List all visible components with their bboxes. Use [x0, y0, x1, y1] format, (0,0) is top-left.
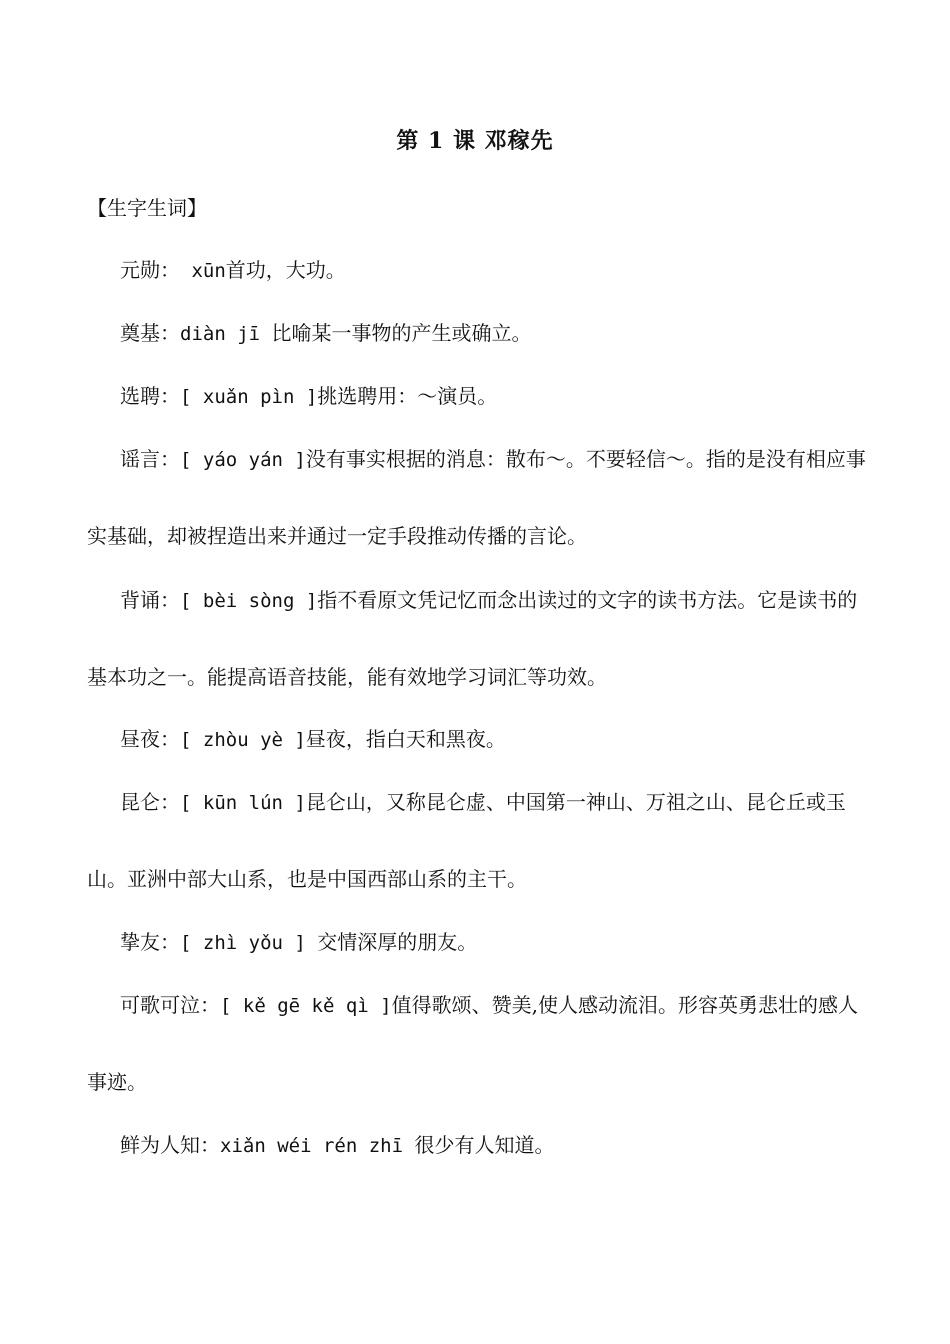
vocab-definition: 昆仑山，又称昆仑虚、中国第一神山、万祖之山、昆仑丘或玉山。亚洲中部大山系，也是中国西部山系的主干。 — [87, 790, 846, 891]
vocab-definition: 值得歌颂、赞美,使人感动流泪。形容英勇悲壮的感人事迹。 — [87, 993, 858, 1094]
vocab-pinyin: [ yáo yán ] — [180, 449, 306, 471]
vocab-term: 背诵： — [120, 588, 180, 612]
vocab-term: 谣言： — [120, 447, 180, 471]
vocab-definition: 很少有人知道。 — [414, 1133, 555, 1157]
vocab-definition: 交情深厚的朋友。 — [317, 930, 478, 954]
vocab-term: 元勋： — [120, 258, 180, 282]
vocab-definition: 指不看原文凭记忆而念出读过的文字的读书方法。它是读书的基本功之一。能提高语音技能，能有效地学习词汇等功效。 — [87, 588, 858, 689]
vocab-entry — [87, 1107, 867, 1184]
vocab-entry — [87, 967, 867, 1120]
vocab-entry — [87, 764, 867, 917]
vocab-term: 选聘： — [120, 384, 180, 408]
section-heading: 【生字生词】 — [87, 196, 207, 220]
vocab-pinyin: [ kě gē kě qì ] — [220, 995, 392, 1017]
vocab-term: 昼夜： — [120, 727, 180, 751]
vocab-definition: 首功，大功。 — [225, 258, 346, 282]
vocab-term: 奠基： — [120, 321, 180, 345]
vocab-definition: 没有事实根据的消息：散布～。不要轻信～。指的是没有相应事实基础，却被捏造出来并通过一定手段推动传播的言论。 — [87, 447, 866, 548]
vocab-pinyin: [ zhì yǒu ] — [180, 932, 318, 954]
vocab-pinyin: [ zhòu yè ] — [180, 729, 306, 751]
vocab-pinyin: xūn — [180, 260, 226, 282]
vocab-definition: 昼夜，指白天和黑夜。 — [305, 727, 506, 751]
lesson-title: 第 1 课 邓稼先 — [396, 128, 554, 154]
vocab-pinyin: diàn jī — [180, 323, 272, 345]
vocab-pinyin: xiǎn wéi rén zhī — [220, 1135, 415, 1157]
vocab-entry — [87, 421, 867, 574]
vocab-definition: 挑选聘用：～演员。 — [317, 384, 498, 408]
vocab-term: 挚友： — [120, 930, 180, 954]
vocab-entry — [87, 562, 867, 715]
vocab-pinyin: [ xuǎn pìn ] — [180, 386, 318, 408]
vocab-pinyin: [ kūn lún ] — [180, 792, 306, 814]
vocab-term: 可歌可泣： — [120, 993, 220, 1017]
vocab-term: 鲜为人知： — [120, 1133, 220, 1157]
vocab-definition: 比喻某一事物的产生或确立。 — [271, 321, 532, 345]
vocab-term: 昆仑： — [120, 790, 180, 814]
vocab-pinyin: [ bèi sòng ] — [180, 590, 318, 612]
